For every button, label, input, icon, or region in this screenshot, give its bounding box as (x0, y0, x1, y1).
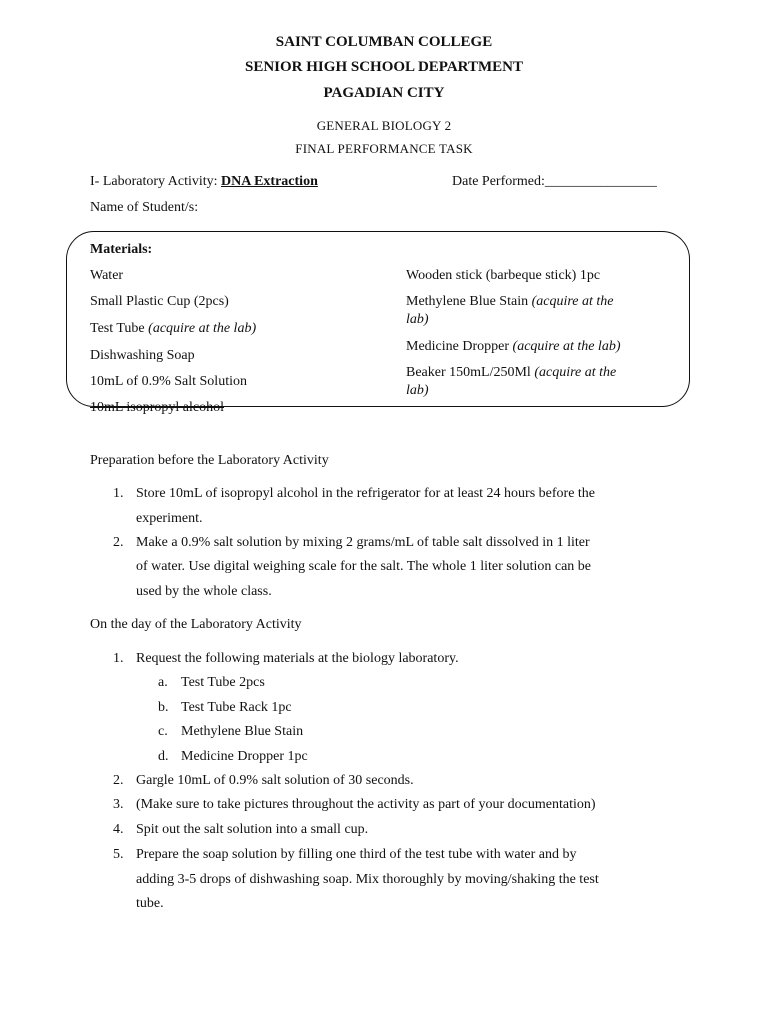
day-step-5-line2: adding 3-5 drops of dishwashing soap. Mix thoroughly by moving/shaking the test (136, 872, 599, 887)
material-right-4-note: (acquire at the (534, 365, 617, 380)
material-left-3-note: (acquire at the lab) (148, 321, 257, 336)
material-right-3 (406, 339, 620, 355)
material-right-2-text: Methylene Blue Stain (406, 294, 532, 309)
preparation-heading: Preparation before the Laboratory Activity (90, 453, 329, 468)
materials-heading: Materials: (90, 242, 153, 257)
day-step-3-text: (Make sure to take pictures throughout the activity as part of your documentation) (136, 797, 596, 812)
material-right-1: Wooden stick (barbeque stick) 1pc (406, 268, 601, 283)
material-right-4-text: Beaker 150mL/250Ml (406, 365, 535, 380)
material-left-6: 10mL isopropyl alcohol (90, 400, 225, 415)
subitem-c-text: Methylene Blue Stain (181, 724, 304, 739)
day-step-4-text: Spit out the salt solution into a small cup. (136, 822, 369, 837)
subitem-c-letter: c. (158, 724, 168, 739)
subitem-d-text: Medicine Dropper 1pc (181, 749, 308, 764)
subitem-a-text: Test Tube 2pcs (181, 675, 265, 690)
day-heading: On the day of the Laboratory Activity (90, 617, 302, 632)
material-right-4-note-cont: lab) (406, 383, 429, 398)
material-right-2-note-cont: lab) (406, 312, 429, 327)
subitem-b-letter: b. (158, 700, 169, 715)
material-right-2 (406, 294, 614, 310)
material-left-1: Water (90, 268, 124, 283)
material-right-3-note: (acquire at the lab) (512, 339, 621, 354)
subitem-a-letter: a. (158, 675, 168, 690)
material-right-2-note: (acquire at the (531, 294, 614, 309)
day-step-4-num: 4. (113, 822, 124, 837)
day-step-5-num: 5. (113, 847, 124, 862)
date-performed-label: Date Performed:________________ (452, 174, 657, 189)
prep-step-2-line3: used by the whole class. (136, 584, 272, 599)
activity-title: DNA Extraction (221, 174, 318, 189)
day-step-1-num: 1. (113, 651, 124, 666)
city-name: PAGADIAN CITY (323, 85, 445, 101)
activity-prefix: I- Laboratory Activity: (90, 174, 222, 189)
prep-step-1-num: 1. (113, 486, 124, 501)
subitem-d-letter: d. (158, 749, 169, 764)
prep-step-2-line1: Make a 0.9% salt solution by mixing 2 grams/mL of table salt dissolved in 1 liter (136, 535, 590, 550)
material-left-3 (90, 321, 256, 337)
day-step-5-line3: tube. (136, 896, 164, 911)
material-left-5: 10mL of 0.9% Salt Solution (90, 374, 247, 389)
day-step-5-line1: Prepare the soap solution by filling one third of the test tube with water and by (136, 847, 577, 862)
material-left-3-text: Test Tube (90, 321, 149, 336)
subject-title: GENERAL BIOLOGY 2 (316, 118, 452, 133)
day-step-3-num: 3. (113, 797, 124, 812)
prep-step-2-num: 2. (113, 535, 124, 550)
prep-step-1-line2: experiment. (136, 511, 203, 526)
day-step-1-text: Request the following materials at the biology laboratory. (136, 651, 459, 666)
task-title: FINAL PERFORMANCE TASK (295, 141, 473, 156)
subitem-b-text: Test Tube Rack 1pc (181, 700, 292, 715)
material-left-4: Dishwashing Soap (90, 348, 195, 363)
student-name-label: Name of Student/s: (90, 200, 199, 215)
day-step-2-text: Gargle 10mL of 0.9% salt solution of 30 seconds. (136, 773, 414, 788)
prep-step-1-line1: Store 10mL of isopropyl alcohol in the refrigerator for at least 24 hours before the (136, 486, 596, 501)
material-right-3-text: Medicine Dropper (406, 339, 513, 354)
school-name: SAINT COLUMBAN COLLEGE (275, 34, 493, 50)
department-name: SENIOR HIGH SCHOOL DEPARTMENT (245, 59, 523, 75)
day-step-2-num: 2. (113, 773, 124, 788)
prep-step-2-line2: of water. Use digital weighing scale for the salt. The whole 1 liter solution can be (136, 559, 592, 574)
activity-line (90, 174, 318, 190)
material-left-2: Small Plastic Cup (2pcs) (90, 294, 229, 309)
material-right-4 (406, 365, 616, 381)
